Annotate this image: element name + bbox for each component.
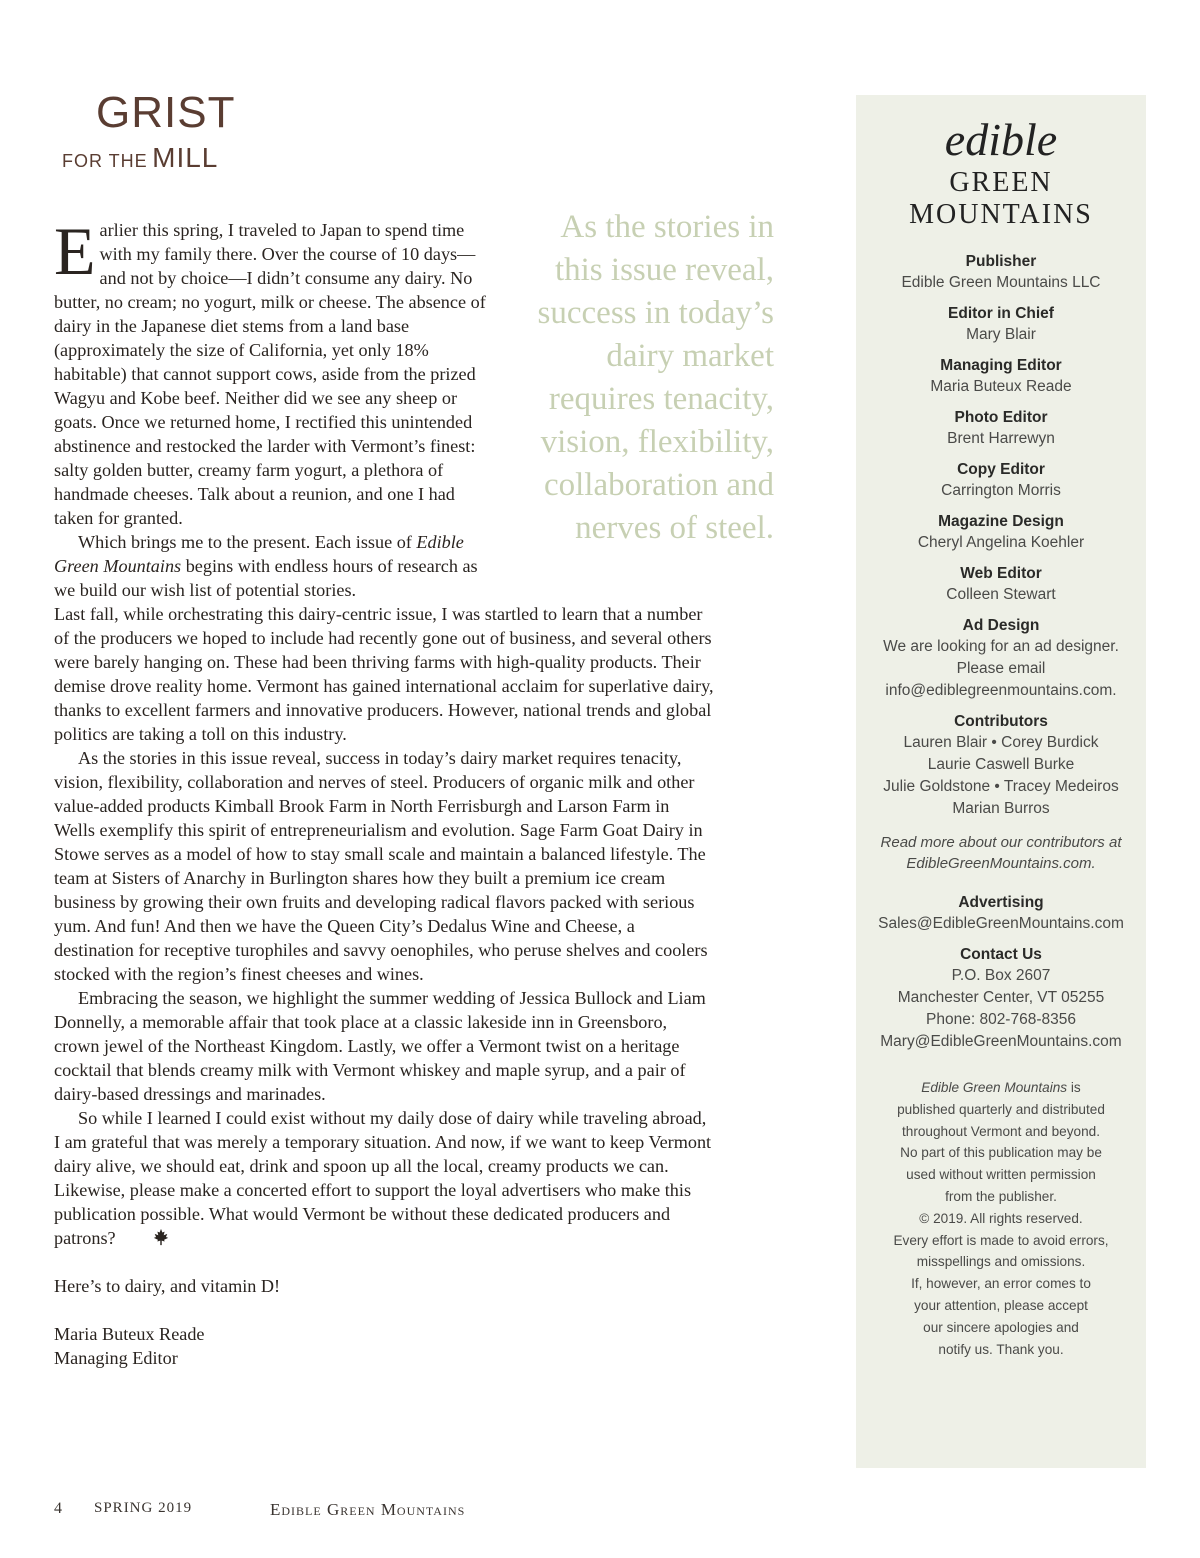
credit-line: Cheryl Angelina Koehler <box>917 534 1085 551</box>
paragraph-1-text: arlier this spring, I traveled to Japan to spend time with my family there. Over the course of 10 days—and not by choice—I didn’t consume any dairy. No butter, no cream; no yogurt, milk or cheese. The absence of dairy in the Japanese diet stems from a land base (approximately the size of California, yet only 18% habitable) that cannot support cows, aside from the prized Wagyu and Kobe beef. Neither did we see any sheep or goats. Once we returned home, I rectified this unintended abstinence and restocked the larder with Vermont’s finest: salty golden butter, creamy farm yogurt, a plethora of handmade cheeses. Talk about a reunion, and one I had taken for granted. <box>54 220 486 528</box>
credit-photo-editor <box>856 407 1146 450</box>
drop-cap: E <box>54 213 96 289</box>
signature-title: Managing Editor <box>54 1348 178 1368</box>
fineprint-line: Every effort is made to avoid errors, <box>893 1232 1109 1248</box>
subtitle-for-the: FOR THE <box>62 151 148 171</box>
paragraph-2a-text: Which brings me to the present. Each issue of <box>78 532 417 552</box>
credit-title: Publisher <box>965 253 1037 270</box>
credit-contact-us <box>856 944 1146 1053</box>
fineprint-line: misspellings and omissions. <box>916 1254 1086 1270</box>
credit-title: Contributors <box>954 713 1048 730</box>
advertising-email: Sales@EdibleGreenMountains.com <box>878 915 1124 932</box>
fineprint-line: used without written permission <box>906 1167 1096 1183</box>
contact-address: Manchester Center, VT 05255 <box>897 989 1105 1006</box>
contact-phone: Phone: 802-768-8356 <box>926 1011 1076 1028</box>
contact-po-box: P.O. Box 2607 <box>951 967 1051 984</box>
paragraph-4: Embracing the season, we highlight the summer wedding of Jessica Bullock and Liam Donnelly, a memorable affair that took place at a classic lakeside inn in Greensboro, crown jewel of the Northeast Kingdom. Lastly, we offer a Vermont twist on a heritage cocktail that blends creamy milk with Vermont whiskey and maple syrup, and a pair of dairy-based dressings and marinades. <box>54 988 706 1104</box>
paragraph-1 <box>54 213 494 530</box>
paragraph-5 <box>54 1106 714 1250</box>
credit-line: Carrington Morris <box>941 482 1061 499</box>
credit-title: Editor in Chief <box>948 305 1054 322</box>
read-more-line-1: Read more about our contributors at <box>880 834 1122 851</box>
logo-edible: edible <box>944 114 1058 165</box>
credit-title: Web Editor <box>960 565 1042 582</box>
magazine-name-italic: Edible Green Mountains <box>54 532 464 576</box>
fineprint-is: is <box>1070 1080 1081 1095</box>
section-title-grist: GRIST <box>96 88 236 137</box>
credits-list <box>856 251 1146 820</box>
logo-green: GREEN <box>949 167 1053 198</box>
read-more-note <box>856 832 1146 874</box>
credit-line: Edible Green Mountains LLC <box>901 274 1101 291</box>
fineprint-line: © 2019. All rights reserved. <box>919 1210 1083 1226</box>
fineprint-magazine-name: Edible Green Mountains <box>921 1080 1068 1095</box>
credit-title: Copy Editor <box>957 461 1045 478</box>
logo-mountains: MOUNTAINS <box>909 199 1093 230</box>
fineprint-line: from the publisher. <box>945 1188 1057 1204</box>
fineprint-notice <box>856 1077 1146 1360</box>
paragraph-2a <box>54 530 494 602</box>
section-subtitle <box>62 142 218 174</box>
fineprint-line: our sincere apologies and <box>923 1319 1079 1335</box>
fineprint-line: If, however, an error comes to <box>911 1276 1091 1292</box>
read-more-line-2: EdibleGreenMountains.com. <box>906 855 1096 872</box>
credit-line: Laurie Caswell Burke <box>927 756 1075 773</box>
issue-season: SPRING 2019 <box>94 1500 193 1516</box>
credit-title: Ad Design <box>962 617 1040 634</box>
credit-title: Advertising <box>958 894 1044 911</box>
credit-contributors <box>856 711 1146 820</box>
paragraph-5-text: So while I learned I could exist without my daily dose of dairy while traveling abroad, I am grateful that was merely a temporary situation. And now, if we want to keep Vermont dairy alive, we should eat, drink and spoon up all the local, creamy products we can. Likewise, please make a concerted effort to support the loyal advertisers who make this publication possible. What would Vermont be without these dedicated producers and patrons? <box>54 1108 712 1248</box>
contact-email: Mary@EdibleGreenMountains.com <box>880 1033 1122 1050</box>
fineprint-line: throughout Vermont and beyond. <box>901 1123 1100 1139</box>
subtitle-mill: MILL <box>152 142 219 173</box>
credit-line: Mary Blair <box>966 326 1036 343</box>
credit-advertising <box>856 892 1146 935</box>
page-number: 4 <box>54 1500 63 1517</box>
credit-editor-in-chief <box>856 303 1146 346</box>
credit-copy-editor <box>856 459 1146 502</box>
fineprint-line: No part of this publication may be <box>900 1145 1102 1161</box>
credit-title: Magazine Design <box>938 513 1064 530</box>
closing-line: Here’s to dairy, and vitamin D! <box>54 1276 281 1296</box>
credit-title: Photo Editor <box>954 409 1048 426</box>
magazine-footer-name: Edible Green Mountains <box>270 1500 466 1519</box>
credit-title: Contact Us <box>960 946 1042 963</box>
credit-line: Brent Harrewyn <box>947 430 1055 447</box>
fineprint-line: your attention, please accept <box>914 1297 1088 1313</box>
credit-line: Marian Burros <box>952 800 1050 817</box>
credit-line: info@ediblegreenmountains.com. <box>885 682 1117 699</box>
paragraph-3: As the stories in this issue reveal, success in today’s dairy market requires tenacity, vision, flexibility, collaboration and nerves of steel. Producers of organic milk and other value-added products Kimball Brook Farm in North Ferrisburgh and Larson Farm in Wells exemplify this spirit of entrepreneurialism and evolution. Sage Farm Goat Dairy in Stowe serves as a model of how to stay small scale and maintain a balanced lifestyle. The team at Sisters of Anarchy in Burlington shares how they built a premium ice cream business by growing their own fruits and developing radical flavors packed with serious yum. And fun! And then we have the Queen City’s Dedalus Wine and Cheese, a destination for receptive turophiles and savvy oenophiles, who peruse shelves and coolers stocked with the region’s finest cheeses and wines. <box>54 748 708 984</box>
paragraph-2b-text: begins with endless hours of research as we build our wish list of potential stories. <box>54 556 478 600</box>
credit-ad-design <box>856 615 1146 702</box>
credit-title: Managing Editor <box>940 357 1062 374</box>
editorial-article <box>54 213 714 1370</box>
credit-managing-editor <box>856 355 1146 398</box>
credit-line: We are looking for an ad designer. <box>883 638 1119 655</box>
credit-line: Please email <box>956 660 1046 677</box>
credit-line: Lauren Blair • Corey Burdick <box>903 734 1099 751</box>
credit-magazine-design <box>856 511 1146 554</box>
credit-line: Julie Goldstone • Tracey Medeiros <box>883 778 1119 795</box>
maple-leaf-icon <box>128 1228 146 1246</box>
credit-publisher <box>856 251 1146 294</box>
signature-name: Maria Buteux Reade <box>54 1324 205 1344</box>
masthead-sidebar <box>856 95 1146 1468</box>
fineprint-line <box>856 1077 1146 1099</box>
credit-line: Maria Buteux Reade <box>930 378 1072 395</box>
credit-line: Colleen Stewart <box>946 586 1056 603</box>
fineprint-line: notify us. Thank you. <box>938 1341 1064 1357</box>
fineprint-line: published quarterly and distributed <box>897 1101 1105 1117</box>
credit-web-editor <box>856 563 1146 606</box>
pull-quote: As the stories in this issue reveal, success in today’s dairy market requires tenacity, vision, flexibility, collaboration and nerves of steel. <box>537 209 774 546</box>
paragraph-2c: Last fall, while orchestrating this dairy-centric issue, I was startled to learn that a number of the producers we hoped to include had recently gone out of business, and several others were barely hanging on. These had been thriving farms with high-quality products. Their demise drove reality home. Vermont has gained international acclaim for superlative dairy, thanks to excellent farmers and innovative producers. However, national trends and global politics are taking a toll on this industry. <box>54 604 714 744</box>
